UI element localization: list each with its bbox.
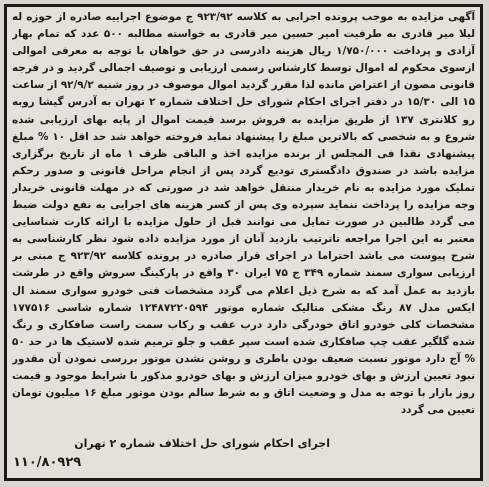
issuer-signature: اجرای احکام شورای حل اختلاف شماره ۲ تهران [74, 437, 330, 450]
auction-notice [4, 4, 483, 481]
notice-body-text: آگهی مزایده به موجب پرونده اجرایی به کلاسه ۹۲۳/۹۲ ج موضوع اجراییه صادره از حوزه له لیلا میر قادری به طرفیت امیر حسین میر قادری به خواسته مطالبه ۵۰۰ عدد که تمام بهار آزادی و پرداخت ۱/۷۵۰/۰۰۰ ریال هزینه دادرسی در حق خواهان با توجه به معرفی اموالی ازسوی محکوم له اموال توسط کارشناس رسمی ارزیابی و توصیف اجمالی گردید و در فرجه قانونی مصون از اعتراض مانده لذا مقرر گردید اموال موصوف در روز شنبه ۹۲/۹/۲ از ساعت ۱۵ الی ۱۵/۳۰ در دفتر اجرای احکام شورای حل اختلاف شماره ۲ تهران به آدرس گیشا روبه رو کلانتری ۱۳۷ از طریق مزایده به فروش برسد قیمت اموال از پایه بهای ارزیابی شده شروع و به شخصی که بالاترین مبلغ را پیشنهاد نماید فروخته خواهد شد حد اقل ۱۰ % مبلغ پیشنهادی نقدا فی المجلس از برنده مزایده اخذ و الباقی ظرف ۱ ماه از تاریخ برگزاری مزایده باشد در صندوق دادگستری تودیع گردد پس از انجام مراحل قانونی و صدور رحکم تملیک مورد مزایده به نام خریدار منتقل خواهد شد در صورتی که در مهلت قانونی خریدار وجه مزایده را پرداخت ننماید سپرده وی پس از کسر هزینه های اجرایی به نفع دولت ضبط می گردد طالبین در صورت تمایل می توانند قبل از حلول مزایده با ارائه کارت شناسایی معتبر به این اجرا مراجعه تاترتیب بازدید آنان از مورد مزایده داده شود نظر کارشناسی به شرح پیوست می باشد احتراما در اجرای قرار صادره در پرونده کلاسه ۹۲۳/۹۲ ج مبنی بر ارزیابی سواری سمند شماره ۳۴۹ ج ۷۵ ایران ۳۰ واقع در پارکینگ سروش واقع در طرشت بازدید به عمل آمد که به شرح ذیل اعلام می گردد مشخصات فنی خودرو سواری سمند ال ایکس مدل ۸۷ رنگ مشکی متالیک شماره موتور ۱۲۴۸۷۲۲۰۵۹۴ شماره شاسی ۱۷۷۵۱۶ مشخصات کلی خودرو اتاق خودرگی دارد درب عقب و رکاب سمت راست صافکاری و رنگ شده گلگیر عقب چپ صافکاری شده است سپر عقب و جلو ترمیم شده لاستیک ها در حد ۵۰ % آج دارد موتور نسبت ضعیف بودن باطری و روشن نشدن موتور بررسی نمودن آن مقدور نبود تعیین ارزش و بهای خودرو میزان ارزش و بهای خودرو مذکور با شرایط موجود و قیمت روز بازار با توجه به مدل و وضعیت اتاق و به شرط سالم بودن موتور مبلغ ۱۶ میلیون تومان تعیین می گردد [12, 11, 475, 417]
reference-number: ۱۱۰/۸۰۹۲۹ [13, 455, 82, 470]
